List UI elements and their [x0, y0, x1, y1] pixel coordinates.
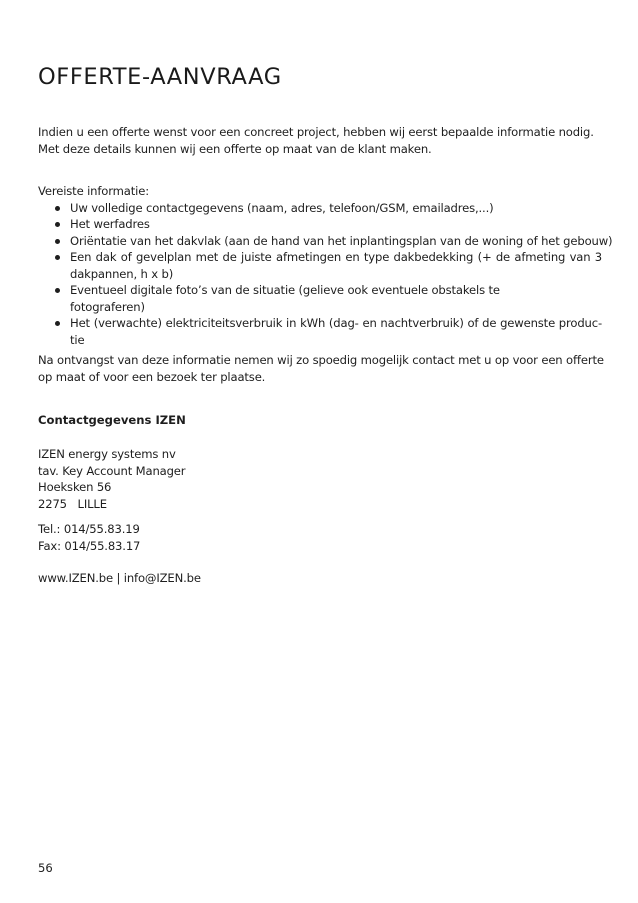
list-item-text: Eventueel digitale foto’s van de situatie (gelieve ook eventuele obstakels te	[70, 283, 500, 297]
list-item	[38, 249, 602, 282]
bullet-icon	[55, 321, 60, 326]
company-name: IZEN energy systems nv	[38, 447, 176, 461]
page-number: 56	[38, 861, 53, 875]
list-item-text: Oriëntatie van het dakvlak (aan de hand van het inplantingsplan van de woning of het gebouw)	[70, 233, 613, 248]
required-info-section	[38, 183, 613, 348]
list-item	[38, 282, 602, 315]
contact-heading: Contactgegevens IZEN	[38, 413, 186, 427]
list-item-text: tie	[70, 332, 85, 347]
closing-line: op maat of voor een bezoek ter plaatse.	[38, 369, 266, 384]
list-item-text: Een dak of gevelplan met de juiste afmetingen en type dakbedekking (+ de afmeting van 3	[70, 250, 602, 264]
list-item	[38, 233, 613, 250]
required-info-list	[38, 200, 613, 349]
list-item	[38, 216, 602, 233]
intro-line: Met deze details kunnen wij een offerte op maat van de klant maken.	[38, 141, 432, 156]
intro-line: Indien u een offerte wenst voor een concreet project, hebben wij eerst bepaalde informatie nodig.	[38, 125, 594, 139]
bullet-icon	[55, 206, 60, 211]
closing-line: Na ontvangst van deze informatie nemen wij zo spoedig mogelijk contact met u op voor een offerte	[38, 353, 604, 367]
web-contact-line[interactable]: www.IZEN.be | info@IZEN.be	[38, 571, 201, 585]
bullet-icon	[55, 255, 60, 260]
closing-paragraph	[38, 352, 602, 385]
fax-number: Fax: 014/55.83.17	[38, 538, 141, 553]
list-item-text: Uw volledige contactgegevens (naam, adres, telefoon/GSM, emailadres,...)	[70, 200, 494, 215]
page-title: OFFERTE-AANVRAAG	[38, 64, 282, 90]
street-address: Hoeksken 56	[38, 480, 112, 494]
bullet-icon	[55, 239, 60, 244]
required-info-heading: Vereiste informatie:	[38, 184, 149, 198]
phone-block	[38, 521, 140, 554]
attention-line: tav. Key Account Manager	[38, 463, 186, 478]
intro-paragraph	[38, 124, 602, 157]
company-address	[38, 446, 185, 512]
list-item-text: fotograferen)	[70, 299, 145, 314]
list-item-text: Het werfadres	[70, 217, 150, 231]
city-address: 2275 LILLE	[38, 496, 107, 511]
list-item	[38, 200, 602, 217]
bullet-icon	[55, 222, 60, 227]
list-item	[38, 315, 602, 348]
telephone-number: Tel.: 014/55.83.19	[38, 522, 140, 536]
list-item-text: Het (verwachte) elektriciteitsverbruik in kWh (dag- en nachtverbruik) of de gewenste produc-	[70, 316, 602, 330]
list-item-text: dakpannen, h x b)	[70, 266, 174, 281]
bullet-icon	[55, 288, 60, 293]
